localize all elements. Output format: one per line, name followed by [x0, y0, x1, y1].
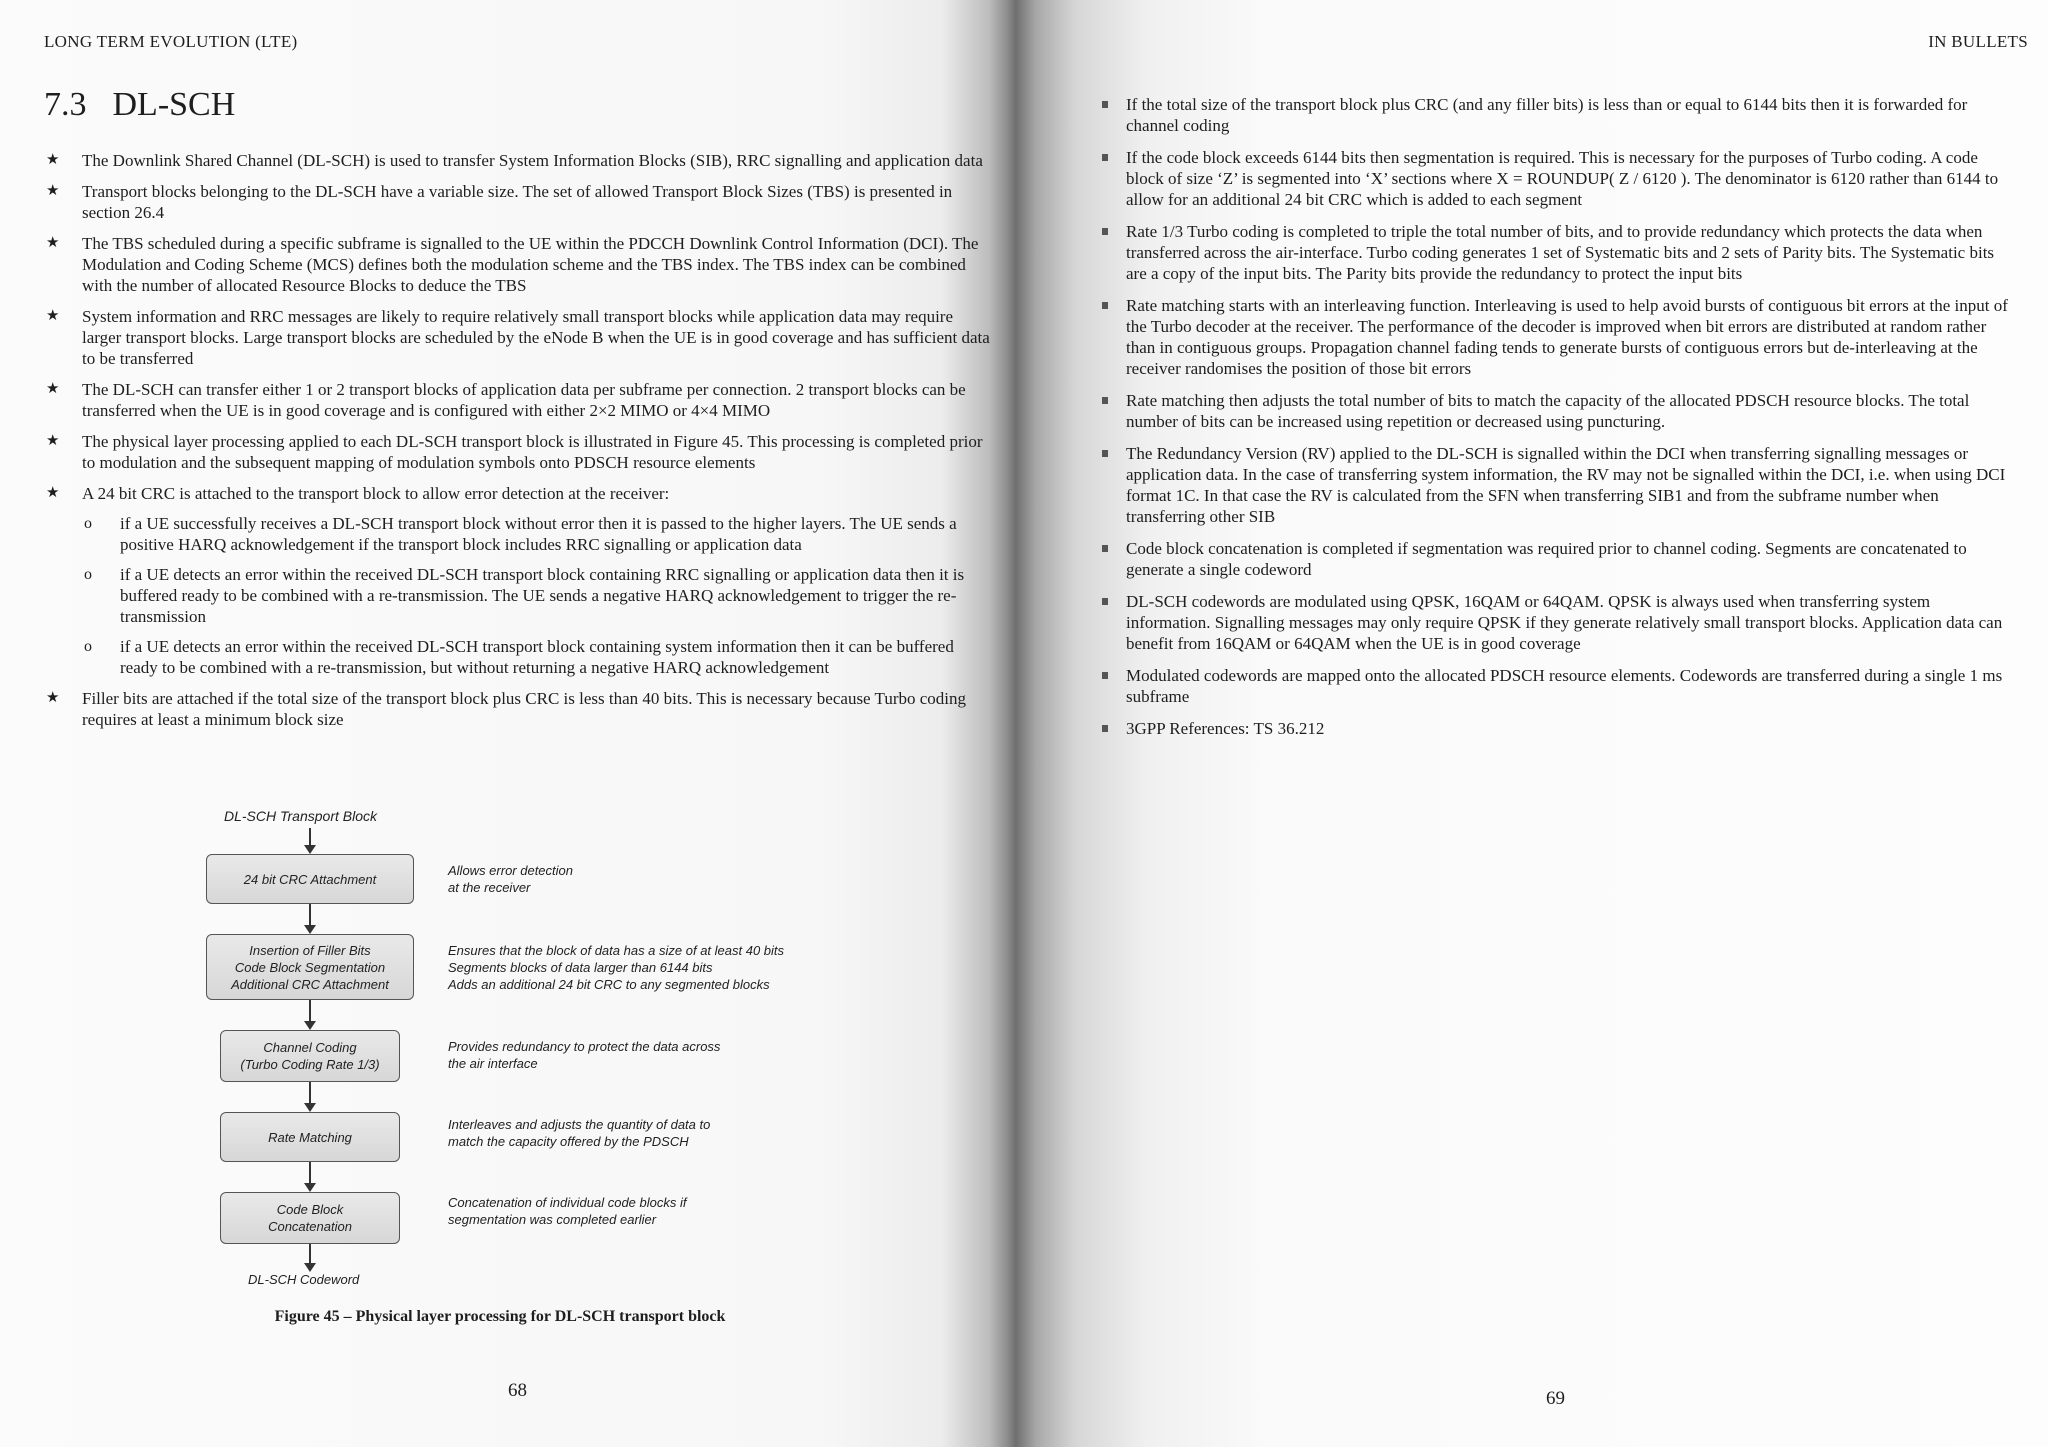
right-page [1000, 0, 2048, 1447]
page-number-right: 69 [1546, 1388, 1565, 1409]
desc-line: Concatenation of individual code blocks if [448, 1195, 687, 1210]
code-block-concatenation-box [220, 1192, 400, 1244]
list-item [44, 150, 990, 171]
square-bullet-icon [1102, 397, 1108, 404]
box-line: (Turbo Coding Rate 1/3) [240, 1057, 380, 1072]
left-bullet-list [44, 150, 990, 740]
list-item [44, 306, 990, 369]
star-bullet-icon: ★ [46, 235, 60, 251]
bullet-text: If the total size of the transport block plus CRC (and any filler bits) is less than or equal to 6144 bits then it is forwarded for channel coding [1126, 95, 1968, 135]
list-item [1102, 718, 2014, 739]
flow-arrow [309, 904, 311, 932]
channel-coding-description [448, 1038, 720, 1072]
circle-bullet-icon: o [84, 515, 92, 532]
square-bullet-icon [1102, 598, 1108, 605]
square-bullet-icon [1102, 725, 1108, 732]
desc-line: match the capacity offered by the PDSCH [448, 1134, 689, 1149]
list-item [1102, 147, 2014, 210]
star-bullet-icon: ★ [46, 433, 60, 449]
box-line: Rate Matching [268, 1129, 352, 1145]
box-line: Insertion of Filler Bits [249, 942, 371, 958]
bullet-text: If the code block exceeds 6144 bits then segmentation is required. This is necessary for the purposes of Turbo coding. A code block of size ‘Z’ is segmented into ‘X’ sections where X = ROUNDUP( Z / 6120 ). The denominator is 6120 rather than 6144 to allow for an additional 24 bit CRC which is added to each segment [1126, 148, 1999, 209]
bullet-text: The physical layer processing applied to each DL-SCH transport block is illustrated in Figure 45. This processing is completed prior to modulation and the subsequent mapping of modulation symbols onto PDSCH resource elements [82, 432, 983, 472]
list-item [1102, 221, 2014, 284]
list-item [1102, 443, 2014, 527]
list-item [44, 483, 990, 678]
bullet-text: Code block concatenation is completed if segmentation was required prior to channel coding. Segments are concatenated to generate a single codeword [1126, 539, 1967, 579]
segmentation-description [448, 942, 784, 993]
star-bullet-icon: ★ [46, 308, 60, 324]
page-number-left: 68 [508, 1380, 527, 1401]
list-item [44, 688, 990, 730]
box-line: Channel Coding [263, 1040, 357, 1055]
sub-bullet-text: if a UE detects an error within the received DL-SCH transport block containing RRC signalling or application data then it is buffered ready to be combined with a re-transmission. The UE sends a negative HARQ acknowledgement to trigger the re-transmission [120, 565, 965, 626]
box-line: Code Block Segmentation [234, 959, 386, 975]
desc-line: Adds an additional 24 bit CRC to any segmented blocks [448, 977, 770, 992]
box-line: Additional CRC Attachment [231, 976, 389, 992]
square-bullet-icon [1102, 154, 1108, 161]
processing-flow-diagram [200, 800, 840, 1320]
crc-attachment-description [448, 862, 573, 896]
box-line: Concatenation [268, 1219, 352, 1234]
bullet-text: A 24 bit CRC is attached to the transport block to allow error detection at the receiver: [82, 484, 670, 503]
bullet-text: 3GPP References: TS 36.212 [1126, 719, 1325, 738]
sub-list-item [82, 513, 990, 555]
sub-list-item [82, 636, 990, 678]
section-title: DL-SCH [112, 86, 236, 123]
square-bullet-icon [1102, 228, 1108, 235]
star-bullet-icon: ★ [46, 381, 60, 397]
box-line: 24 bit CRC Attachment [243, 871, 377, 887]
segmentation-box [206, 934, 414, 1000]
desc-line: Segments blocks of data larger than 6144 bits [448, 960, 713, 975]
bullet-text: The TBS scheduled during a specific subframe is signalled to the UE within the PDCCH Downlink Control Information (DCI). The Modulation and Coding Scheme (MCS) defines both the modulation scheme and the TBS index. The TBS index can be combined with the number of allocated Resource Blocks to deduce the TBS [82, 234, 979, 295]
desc-line: Allows error detection [448, 863, 573, 878]
bullet-text: Modulated codewords are mapped onto the allocated PDSCH resource elements. Codewords are transferred during a single 1 ms subframe [1126, 666, 2003, 706]
desc-line: Provides redundancy to protect the data across [448, 1039, 721, 1054]
desc-line: at the receiver [448, 880, 531, 895]
list-item [1102, 94, 2014, 136]
bullet-text: The DL-SCH can transfer either 1 or 2 transport blocks of application data per subframe per connection. 2 transport blocks can be transferred when the UE is in good coverage and is configured with either 2×2 MIMO or 4×4 MIMO [82, 380, 966, 420]
sub-bullet-list [82, 513, 990, 678]
bullet-text: The Downlink Shared Channel (DL-SCH) is used to transfer System Information Blocks (SIB), RRC signalling and application data [82, 151, 983, 170]
flow-arrow [309, 828, 311, 852]
star-bullet-icon: ★ [46, 485, 60, 501]
section-number: 7.3 [44, 86, 87, 123]
flow-arrow [309, 1000, 311, 1028]
left-page [0, 0, 1000, 1447]
square-bullet-icon [1102, 545, 1108, 552]
bullet-text: Filler bits are attached if the total size of the transport block plus CRC is less than 40 bits. This is necessary because Turbo coding requires at least a minimum block size [82, 689, 967, 729]
desc-line: the air interface [448, 1056, 538, 1071]
list-item [44, 181, 990, 223]
square-bullet-icon [1102, 672, 1108, 679]
section-heading [44, 86, 235, 124]
list-item [1102, 295, 2014, 379]
square-bullet-icon [1102, 450, 1108, 457]
star-bullet-icon: ★ [46, 183, 60, 199]
box-line: Code Block [276, 1202, 344, 1217]
bullet-text: Rate matching then adjusts the total number of bits to match the capacity of the allocated PDSCH resource blocks. The total number of bits can be increased using repetition or decreased using puncturing. [1126, 391, 1970, 431]
bullet-text: System information and RRC messages are likely to require relatively small transport blocks while application data may require larger transport blocks. Large transport blocks are scheduled by the eNode B when the UE is in good coverage and has sufficient data to be transferred [82, 307, 990, 368]
circle-bullet-icon: o [84, 566, 92, 583]
desc-line: Ensures that the block of data has a size of at least 40 bits [448, 943, 785, 958]
list-item [44, 233, 990, 296]
bullet-text: The Redundancy Version (RV) applied to the DL-SCH is signalled within the DCI when transferring signalling messages or application data. In the case of transferring system information, the RV may not be signalled within the DCI, i.e. when using DCI format 1C. In that case the RV is calculated from the SFN when transferring SIB1 and from the subframe number when transferring other SIB [1126, 444, 2006, 526]
sub-bullet-text: if a UE detects an error within the received DL-SCH transport block containing system information then it can be buffered ready to be combined with a re-transmission, but without returning a negative HARQ acknowledgement [120, 637, 954, 677]
flow-arrow [309, 1082, 311, 1110]
desc-line: segmentation was completed earlier [448, 1212, 657, 1227]
circle-bullet-icon: o [84, 638, 92, 655]
square-bullet-icon [1102, 302, 1108, 309]
list-item [1102, 390, 2014, 432]
bullet-text: DL-SCH codewords are modulated using QPSK, 16QAM or 64QAM. QPSK is always used when transferring system information. Signalling messages may only require QPSK if they generate relatively small transport blocks. Application data can benefit from 16QAM or 64QAM when the UE is in good coverage [1126, 592, 2003, 653]
bullet-text: Rate matching starts with an interleaving function. Interleaving is used to help avoid bursts of contiguous bit errors at the input of the Turbo decoder at the receiver. The performance of the decoder is improved when bit errors are distributed at random rather than in contiguous groups. Propagation channel fading tends to generate bursts of contiguous errors but de-interleaving at the receiver randomises the position of those bit errors [1126, 296, 2008, 378]
bullet-text: Rate 1/3 Turbo coding is completed to triple the total number of bits, and to provide redundancy which protects the data when transferred across the air-interface. Turbo coding generates 1 set of Systematic bits and 2 sets of Parity bits. The Systematic bits are a copy of the input bits. The Parity bits provide the redundancy to protect the input bits [1126, 222, 1995, 283]
star-bullet-icon: ★ [46, 152, 60, 168]
crc-attachment-box [206, 854, 414, 904]
list-item [44, 431, 990, 473]
star-bullet-icon: ★ [46, 690, 60, 706]
running-head-left: LONG TERM EVOLUTION (LTE) [44, 32, 298, 51]
rate-matching-description [448, 1116, 710, 1150]
desc-line: Interleaves and adjusts the quantity of data to [448, 1117, 711, 1132]
sub-list-item [82, 564, 990, 627]
channel-coding-box [220, 1030, 400, 1082]
list-item [1102, 665, 2014, 707]
right-bullet-list [1102, 94, 2014, 750]
running-head-right: IN BULLETS [1928, 32, 2028, 51]
sub-bullet-text: if a UE successfully receives a DL-SCH transport block without error then it is passed to the higher layers. The UE sends a positive HARQ acknowledgement if the transport block includes RRC signalling or application data [120, 514, 957, 554]
square-bullet-icon [1102, 101, 1108, 108]
concatenation-description [448, 1194, 686, 1228]
diagram-output-label: DL-SCH Codeword [248, 1272, 360, 1287]
flow-arrow [309, 1162, 311, 1190]
list-item [1102, 538, 2014, 580]
diagram-input-label: DL-SCH Transport Block [224, 808, 378, 824]
bullet-text: Transport blocks belonging to the DL-SCH have a variable size. The set of allowed Transport Block Sizes (TBS) is presented in section 26.4 [82, 182, 953, 222]
flow-arrow [309, 1244, 311, 1270]
rate-matching-box [220, 1112, 400, 1162]
figure-caption: Figure 45 – Physical layer processing for DL-SCH transport block [274, 1308, 726, 1325]
list-item [44, 379, 990, 421]
list-item [1102, 591, 2014, 654]
